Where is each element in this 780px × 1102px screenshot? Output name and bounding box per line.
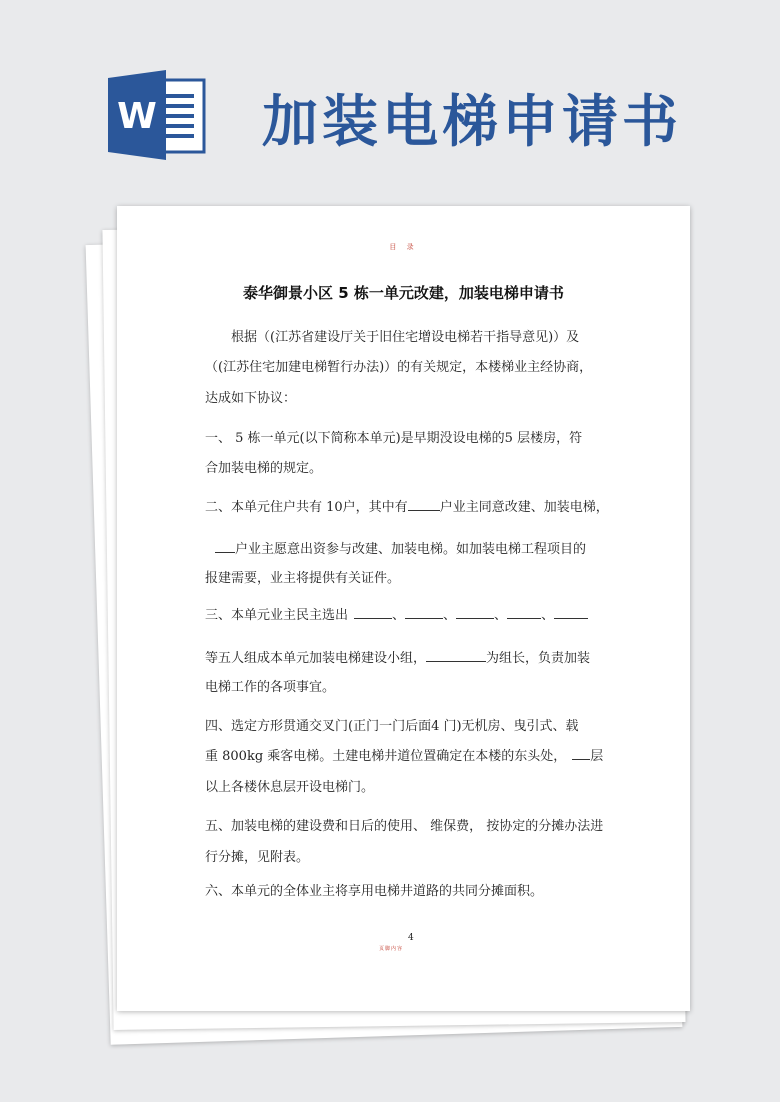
text-segment: 三、本单元业主民主选出 — [205, 608, 349, 623]
paragraph-line: 合加装电梯的规定。 — [205, 461, 323, 476]
page-number: 4 — [408, 933, 414, 943]
fill-blank — [456, 606, 494, 619]
fill-blank — [405, 606, 443, 619]
paragraph-line — [205, 745, 603, 764]
paragraph-line: （(江苏住宅加建电梯暂行办法)）的有关规定，本楼梯业主经协商， — [205, 360, 593, 375]
fill-blank — [354, 606, 392, 619]
document-title: 泰华御景小区 5 栋一单元改建，加装电梯申请书 — [243, 284, 564, 302]
fill-blank — [426, 649, 486, 662]
paragraph-line: 电梯工作的各项事宜。 — [205, 680, 336, 695]
fill-blank — [215, 540, 235, 553]
svg-text:W: W — [117, 96, 157, 137]
word-icon — [108, 70, 208, 160]
text-segment: 户业主同意改建、加装电梯， — [439, 500, 609, 515]
text-segment: 户业主愿意出资参与改建、加装电梯。如加装电梯工程项目的 — [235, 542, 587, 557]
paragraph-line: 六、本单元的全体业主将享用电梯井道路的共同分摊面积。 — [205, 884, 544, 899]
paragraph-line — [215, 538, 586, 557]
paragraph-line — [205, 496, 609, 515]
paragraph-line: 以上各楼休息层开设电梯门。 — [205, 780, 375, 795]
text-segment: 二、本单元住户共有 10户，其中有 — [205, 500, 408, 515]
paragraph-line: 一、 5 栋一单元(以下简称本单元)是早期没设电梯的5 层楼房，符 — [205, 431, 583, 446]
paragraph-line: 五、加装电梯的建设费和日后的使用、 维保费， 按协定的分摊办法进 — [205, 819, 604, 834]
fill-blank — [408, 498, 440, 511]
text-segment: 等五人组成本单元加装电梯建设小组， — [205, 651, 427, 666]
footer-mark: 页脚内容 — [379, 946, 404, 952]
paragraph-line — [205, 647, 590, 666]
text-segment: 重 800kg 乘客电梯。土建电梯井道位置确定在本楼的东头处， — [205, 749, 567, 764]
banner-title: 加装电梯申请书 — [262, 90, 682, 155]
document-page — [117, 206, 690, 1011]
separator: 、 — [392, 608, 406, 623]
fill-blank — [507, 606, 541, 619]
fill-blank — [572, 747, 590, 760]
header-mark: 目 录 — [389, 243, 418, 251]
separator: 、 — [541, 608, 555, 623]
paragraph-line — [205, 604, 588, 623]
text-segment: 层 — [590, 749, 604, 764]
paragraph-line: 四、选定方形贯通交叉门(正门一门后面4 门)无机房、曳引式、载 — [205, 719, 579, 734]
text-segment: 为组长，负责加装 — [486, 651, 591, 666]
paragraph-line: 根据（(江苏省建设厅关于旧住宅增设电梯若干指导意见)）及 — [231, 330, 580, 345]
fill-blank — [554, 606, 588, 619]
paragraph-line: 达成如下协议： — [205, 391, 297, 406]
paragraph-line: 报建需要，业主将提供有关证件。 — [205, 571, 401, 586]
separator: 、 — [443, 608, 457, 623]
paragraph-line: 行分摊，见附表。 — [205, 850, 310, 865]
separator: 、 — [494, 608, 508, 623]
